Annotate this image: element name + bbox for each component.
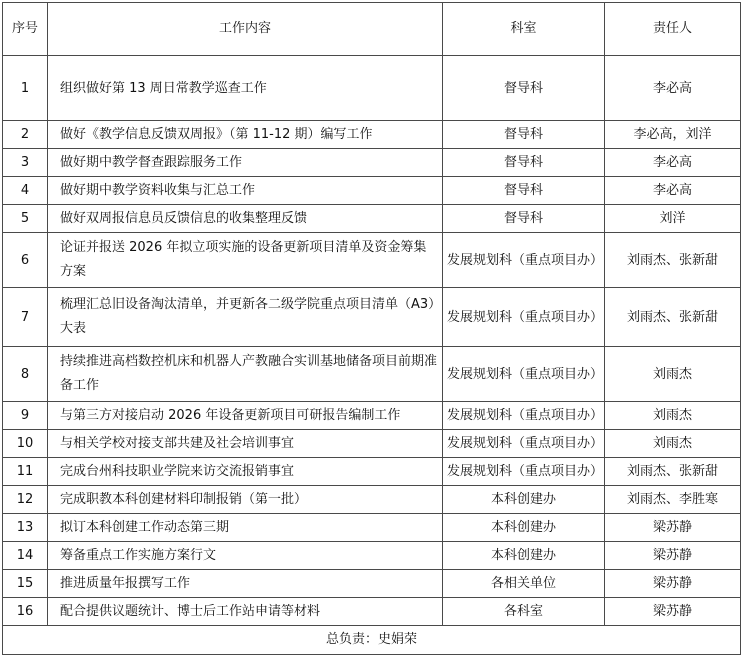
header-dept: 科室 — [443, 3, 605, 56]
row-dept: 督导科 — [443, 121, 605, 149]
header-no: 序号 — [3, 3, 48, 56]
row-no: 7 — [3, 288, 48, 347]
row-dept: 本科创建办 — [443, 486, 605, 514]
row-task: 拟订本科创建工作动态第三期 — [48, 514, 443, 542]
row-task: 与相关学校对接支部共建及社会培训事宜 — [48, 430, 443, 458]
footer-supervisor: 总负责：史娟荣 — [3, 626, 741, 655]
row-no: 11 — [3, 458, 48, 486]
table-row — [3, 56, 741, 121]
row-no: 14 — [3, 542, 48, 570]
table-row — [3, 149, 741, 177]
row-no: 16 — [3, 598, 48, 626]
row-task: 配合提供议题统计、博士后工作站申请等材料 — [48, 598, 443, 626]
row-task: 做好期中教学资料收集与汇总工作 — [48, 177, 443, 205]
row-task: 论证并报送 2026 年拟立项实施的设备更新项目清单及资金筹集方案 — [48, 233, 443, 288]
row-owner: 梁苏静 — [605, 542, 741, 570]
row-no: 3 — [3, 149, 48, 177]
row-owner: 刘雨杰 — [605, 430, 741, 458]
table-row — [3, 402, 741, 430]
row-task: 完成职教本科创建材料印制报销（第一批） — [48, 486, 443, 514]
row-owner: 李必高 — [605, 177, 741, 205]
table-row — [3, 205, 741, 233]
row-task: 推进质量年报撰写工作 — [48, 570, 443, 598]
table-row — [3, 347, 741, 402]
row-dept: 发展规划科（重点项目办） — [443, 288, 605, 347]
row-dept: 各科室 — [443, 598, 605, 626]
row-owner: 李必高 — [605, 56, 741, 121]
row-dept: 督导科 — [443, 205, 605, 233]
row-no: 9 — [3, 402, 48, 430]
footer-row — [3, 626, 741, 655]
table-row — [3, 430, 741, 458]
row-owner: 梁苏静 — [605, 514, 741, 542]
table-row — [3, 542, 741, 570]
row-owner: 刘雨杰 — [605, 347, 741, 402]
table-row — [3, 121, 741, 149]
table-row — [3, 514, 741, 542]
table-row — [3, 598, 741, 626]
row-no: 2 — [3, 121, 48, 149]
row-task: 与第三方对接启动 2026 年设备更新项目可研报告编制工作 — [48, 402, 443, 430]
row-dept: 发展规划科（重点项目办） — [443, 430, 605, 458]
table-row — [3, 486, 741, 514]
row-no: 1 — [3, 56, 48, 121]
row-no: 12 — [3, 486, 48, 514]
row-dept: 督导科 — [443, 149, 605, 177]
row-dept: 发展规划科（重点项目办） — [443, 402, 605, 430]
row-dept: 各相关单位 — [443, 570, 605, 598]
row-task: 做好期中教学督查跟踪服务工作 — [48, 149, 443, 177]
header-owner: 责任人 — [605, 3, 741, 56]
row-task: 做好双周报信息员反馈信息的收集整理反馈 — [48, 205, 443, 233]
row-owner: 李必高 — [605, 149, 741, 177]
row-dept: 督导科 — [443, 56, 605, 121]
row-owner: 刘雨杰、李胜寒 — [605, 486, 741, 514]
row-owner: 刘雨杰、张新甜 — [605, 233, 741, 288]
row-task: 完成台州科技职业学院来访交流报销事宜 — [48, 458, 443, 486]
row-owner: 刘雨杰 — [605, 402, 741, 430]
header-task: 工作内容 — [48, 3, 443, 56]
row-no: 15 — [3, 570, 48, 598]
table-row — [3, 177, 741, 205]
row-task: 梳理汇总旧设备淘汰清单，并更新各二级学院重点项目清单（A3）大表 — [48, 288, 443, 347]
row-task: 组织做好第 13 周日常教学巡查工作 — [48, 56, 443, 121]
table-row — [3, 233, 741, 288]
row-no: 4 — [3, 177, 48, 205]
row-no: 6 — [3, 233, 48, 288]
row-dept: 本科创建办 — [443, 514, 605, 542]
row-dept: 发展规划科（重点项目办） — [443, 458, 605, 486]
row-dept: 发展规划科（重点项目办） — [443, 347, 605, 402]
row-owner: 刘雨杰、张新甜 — [605, 288, 741, 347]
row-task: 持续推进高档数控机床和机器人产教融合实训基地储备项目前期准备工作 — [48, 347, 443, 402]
row-dept: 本科创建办 — [443, 542, 605, 570]
row-owner: 刘雨杰、张新甜 — [605, 458, 741, 486]
row-no: 5 — [3, 205, 48, 233]
row-no: 8 — [3, 347, 48, 402]
row-task: 做好《教学信息反馈双周报》（第 11-12 期）编写工作 — [48, 121, 443, 149]
row-no: 13 — [3, 514, 48, 542]
table-row — [3, 288, 741, 347]
row-task: 筹备重点工作实施方案行文 — [48, 542, 443, 570]
row-dept: 督导科 — [443, 177, 605, 205]
row-owner: 梁苏静 — [605, 598, 741, 626]
row-dept: 发展规划科（重点项目办） — [443, 233, 605, 288]
row-no: 10 — [3, 430, 48, 458]
table-row — [3, 458, 741, 486]
work-plan-table — [2, 2, 741, 655]
row-owner: 刘洋 — [605, 205, 741, 233]
header-row — [3, 3, 741, 56]
row-owner: 李必高，刘洋 — [605, 121, 741, 149]
table-row — [3, 570, 741, 598]
row-owner: 梁苏静 — [605, 570, 741, 598]
